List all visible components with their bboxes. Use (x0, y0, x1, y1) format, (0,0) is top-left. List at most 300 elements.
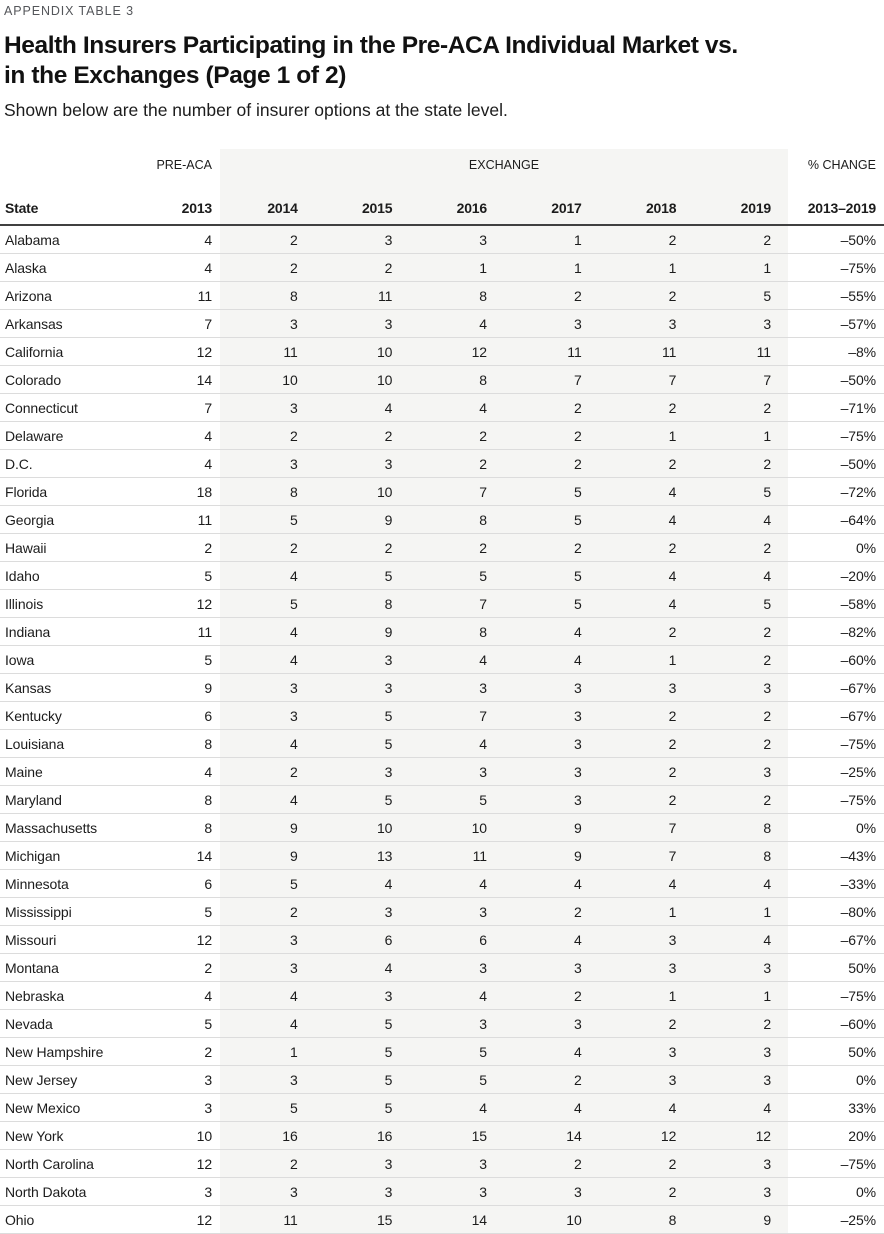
value-cell: 9 (693, 1206, 788, 1234)
value-cell: 1 (693, 982, 788, 1010)
value-cell: 3 (693, 1066, 788, 1094)
value-cell: 2 (599, 534, 694, 562)
value-cell: 8 (315, 590, 410, 618)
value-cell: 3 (693, 1150, 788, 1178)
value-cell: 12 (409, 338, 504, 366)
value-cell: 3 (409, 1178, 504, 1206)
value-cell: 3 (315, 225, 410, 254)
value-cell: 33% (788, 1094, 884, 1122)
value-cell: 9 (504, 842, 599, 870)
state-cell: Massachusetts (0, 814, 118, 842)
value-cell: 9 (315, 618, 410, 646)
value-cell: –58% (788, 590, 884, 618)
state-cell: Alabama (0, 225, 118, 254)
value-cell: –60% (788, 646, 884, 674)
value-cell: 3 (315, 898, 410, 926)
value-cell: 4 (409, 870, 504, 898)
value-cell: 2 (118, 534, 220, 562)
value-cell: 18 (118, 478, 220, 506)
value-cell: 11 (504, 338, 599, 366)
table-row (0, 786, 884, 814)
value-cell: 10 (220, 366, 315, 394)
value-cell: –75% (788, 982, 884, 1010)
value-cell: 2 (599, 1010, 694, 1038)
col-header-2017: 2017 (504, 181, 599, 225)
value-cell: 2 (693, 646, 788, 674)
value-cell: 5 (504, 478, 599, 506)
value-cell: 6 (118, 702, 220, 730)
value-cell: 1 (693, 254, 788, 282)
value-cell: 3 (693, 1178, 788, 1206)
state-cell: Connecticut (0, 394, 118, 422)
value-cell: 3 (504, 1010, 599, 1038)
value-cell: 3 (315, 1178, 410, 1206)
state-cell: Indiana (0, 618, 118, 646)
value-cell: 7 (599, 366, 694, 394)
value-cell: 5 (504, 506, 599, 534)
state-cell: Hawaii (0, 534, 118, 562)
value-cell: 0% (788, 1178, 884, 1206)
value-cell: 3 (118, 1178, 220, 1206)
value-cell: –8% (788, 338, 884, 366)
state-cell: Illinois (0, 590, 118, 618)
value-cell: 12 (693, 1122, 788, 1150)
value-cell: 8 (118, 786, 220, 814)
state-cell: North Dakota (0, 1178, 118, 1206)
value-cell: 3 (599, 1066, 694, 1094)
value-cell: 3 (504, 1178, 599, 1206)
value-cell: 4 (504, 1094, 599, 1122)
state-cell: Michigan (0, 842, 118, 870)
value-cell: 3 (504, 730, 599, 758)
value-cell: 8 (118, 814, 220, 842)
value-cell: 4 (220, 982, 315, 1010)
value-cell: 7 (409, 702, 504, 730)
value-cell: –25% (788, 1206, 884, 1234)
table-row (0, 450, 884, 478)
value-cell: 2 (220, 898, 315, 926)
value-cell: 2 (599, 758, 694, 786)
value-cell: –50% (788, 225, 884, 254)
value-cell: 3 (220, 1066, 315, 1094)
value-cell: 2 (599, 282, 694, 310)
table-row (0, 1150, 884, 1178)
value-cell: 2 (504, 450, 599, 478)
value-cell: 1 (409, 254, 504, 282)
state-cell: Delaware (0, 422, 118, 450)
value-cell: 4 (693, 1094, 788, 1122)
value-cell: 4 (599, 562, 694, 590)
value-cell: 4 (118, 225, 220, 254)
value-cell: 5 (409, 562, 504, 590)
value-cell: –20% (788, 562, 884, 590)
value-cell: 4 (409, 394, 504, 422)
value-cell: 2 (599, 618, 694, 646)
value-cell: 2 (693, 618, 788, 646)
value-cell: 3 (504, 702, 599, 730)
value-cell: 11 (118, 618, 220, 646)
value-cell: 4 (409, 730, 504, 758)
value-cell: 4 (409, 310, 504, 338)
value-cell: 11 (693, 338, 788, 366)
value-cell: 3 (315, 674, 410, 702)
value-cell: 10 (315, 366, 410, 394)
table-row (0, 758, 884, 786)
value-cell: 3 (220, 310, 315, 338)
value-cell: 3 (315, 1150, 410, 1178)
value-cell: 3 (599, 926, 694, 954)
value-cell: 2 (693, 1010, 788, 1038)
value-cell: –67% (788, 702, 884, 730)
value-cell: –75% (788, 730, 884, 758)
value-cell: –57% (788, 310, 884, 338)
table-row (0, 870, 884, 898)
col-header-2013-2019: 2013–2019 (788, 181, 884, 225)
value-cell: 4 (409, 982, 504, 1010)
value-cell: 4 (599, 1094, 694, 1122)
value-cell: 1 (599, 646, 694, 674)
value-cell: 3 (504, 758, 599, 786)
value-cell: 3 (409, 674, 504, 702)
value-cell: 1 (599, 254, 694, 282)
value-cell: 3 (693, 758, 788, 786)
value-cell: 4 (315, 870, 410, 898)
state-cell: New Jersey (0, 1066, 118, 1094)
state-cell: D.C. (0, 450, 118, 478)
table-row (0, 254, 884, 282)
value-cell: 9 (220, 842, 315, 870)
value-cell: 2 (409, 450, 504, 478)
table-row (0, 618, 884, 646)
value-cell: 10 (504, 1206, 599, 1234)
value-cell: 4 (315, 954, 410, 982)
table-row (0, 590, 884, 618)
table-row (0, 646, 884, 674)
value-cell: 3 (220, 702, 315, 730)
value-cell: 5 (118, 562, 220, 590)
value-cell: 3 (599, 674, 694, 702)
value-cell: 11 (315, 282, 410, 310)
value-cell: –67% (788, 674, 884, 702)
value-cell: 4 (693, 562, 788, 590)
value-cell: 9 (118, 674, 220, 702)
value-cell: 3 (504, 786, 599, 814)
table-row (0, 422, 884, 450)
value-cell: 12 (118, 1206, 220, 1234)
value-cell: 8 (220, 282, 315, 310)
value-cell: 2 (693, 730, 788, 758)
value-cell: 9 (504, 814, 599, 842)
state-cell: Ohio (0, 1206, 118, 1234)
value-cell: –33% (788, 870, 884, 898)
value-cell: 7 (504, 366, 599, 394)
value-cell: 12 (118, 338, 220, 366)
value-cell: 5 (118, 646, 220, 674)
table-row (0, 562, 884, 590)
value-cell: 2 (504, 898, 599, 926)
value-cell: 5 (315, 1010, 410, 1038)
value-cell: 9 (220, 814, 315, 842)
col-header-2019: 2019 (693, 181, 788, 225)
state-cell: Colorado (0, 366, 118, 394)
value-cell: 2 (504, 534, 599, 562)
value-cell: 5 (409, 1038, 504, 1066)
value-cell: 5 (220, 1094, 315, 1122)
value-cell: 3 (220, 1178, 315, 1206)
table-row (0, 1206, 884, 1234)
value-cell: 1 (693, 898, 788, 926)
value-cell: 5 (315, 1066, 410, 1094)
value-cell: 8 (599, 1206, 694, 1234)
group-header-exchange: EXCHANGE (220, 149, 788, 181)
value-cell: 8 (409, 366, 504, 394)
value-cell: 5 (504, 590, 599, 618)
value-cell: –75% (788, 786, 884, 814)
value-cell: –75% (788, 254, 884, 282)
value-cell: 2 (693, 786, 788, 814)
value-cell: 3 (599, 1038, 694, 1066)
value-cell: 4 (118, 422, 220, 450)
table-row (0, 310, 884, 338)
col-header-2014: 2014 (220, 181, 315, 225)
value-cell: –67% (788, 926, 884, 954)
page-title (0, 31, 884, 91)
value-cell: 8 (118, 730, 220, 758)
value-cell: 9 (315, 506, 410, 534)
table-row (0, 730, 884, 758)
value-cell: 4 (118, 758, 220, 786)
value-cell: 14 (409, 1206, 504, 1234)
col-header-state: State (0, 181, 118, 225)
state-cell: Iowa (0, 646, 118, 674)
value-cell: 3 (315, 758, 410, 786)
column-header-row (0, 181, 884, 225)
value-cell: 0% (788, 814, 884, 842)
value-cell: 4 (599, 590, 694, 618)
value-cell: 2 (220, 422, 315, 450)
value-cell: 14 (118, 366, 220, 394)
value-cell: 5 (504, 562, 599, 590)
value-cell: 3 (220, 954, 315, 982)
value-cell: 5 (220, 590, 315, 618)
value-cell: 12 (599, 1122, 694, 1150)
state-cell: Nevada (0, 1010, 118, 1038)
value-cell: 5 (315, 562, 410, 590)
value-cell: 7 (599, 814, 694, 842)
value-cell: 3 (315, 450, 410, 478)
value-cell: 4 (504, 646, 599, 674)
table-row (0, 1094, 884, 1122)
value-cell: 8 (693, 814, 788, 842)
value-cell: 50% (788, 954, 884, 982)
value-cell: 2 (118, 954, 220, 982)
value-cell: 5 (409, 1066, 504, 1094)
value-cell: 4 (118, 254, 220, 282)
value-cell: 12 (118, 1150, 220, 1178)
group-header-row (0, 149, 884, 181)
value-cell: 12 (118, 590, 220, 618)
value-cell: 4 (693, 506, 788, 534)
value-cell: –55% (788, 282, 884, 310)
value-cell: 14 (118, 842, 220, 870)
value-cell: 1 (599, 898, 694, 926)
value-cell: 5 (118, 898, 220, 926)
state-cell: Mississippi (0, 898, 118, 926)
table-row (0, 506, 884, 534)
value-cell: 4 (599, 478, 694, 506)
value-cell: 3 (504, 674, 599, 702)
value-cell: 2 (504, 1066, 599, 1094)
value-cell: 3 (693, 954, 788, 982)
value-cell: 3 (599, 310, 694, 338)
value-cell: 2 (504, 282, 599, 310)
value-cell: 5 (693, 590, 788, 618)
value-cell: –71% (788, 394, 884, 422)
value-cell: –43% (788, 842, 884, 870)
state-cell: Arizona (0, 282, 118, 310)
value-cell: 11 (220, 1206, 315, 1234)
value-cell: 8 (693, 842, 788, 870)
value-cell: 50% (788, 1038, 884, 1066)
value-cell: –50% (788, 450, 884, 478)
value-cell: 4 (220, 618, 315, 646)
value-cell: 4 (409, 1094, 504, 1122)
value-cell: 5 (220, 870, 315, 898)
value-cell: 12 (118, 926, 220, 954)
value-cell: –72% (788, 478, 884, 506)
state-cell: North Carolina (0, 1150, 118, 1178)
value-cell: 3 (409, 758, 504, 786)
value-cell: 2 (220, 225, 315, 254)
value-cell: 3 (409, 898, 504, 926)
page-subtitle: Shown below are the number of insurer options at the state level. (4, 100, 508, 120)
value-cell: 3 (118, 1094, 220, 1122)
value-cell: 8 (409, 618, 504, 646)
value-cell: 7 (599, 842, 694, 870)
value-cell: 7 (118, 310, 220, 338)
group-header-pre-aca: PRE-ACA (156, 158, 213, 172)
value-cell: 4 (118, 450, 220, 478)
value-cell: 2 (118, 1038, 220, 1066)
value-cell: –25% (788, 758, 884, 786)
state-cell: Missouri (0, 926, 118, 954)
value-cell: 2 (315, 422, 410, 450)
value-cell: 3 (693, 674, 788, 702)
value-cell: 6 (315, 926, 410, 954)
value-cell: 4 (504, 926, 599, 954)
value-cell: 2 (599, 1150, 694, 1178)
value-cell: –50% (788, 366, 884, 394)
value-cell: 3 (409, 1010, 504, 1038)
state-cell: Louisiana (0, 730, 118, 758)
table-row (0, 814, 884, 842)
value-cell: 8 (220, 478, 315, 506)
col-header-2018: 2018 (599, 181, 694, 225)
table-eyebrow: APPENDIX TABLE 3 (4, 4, 134, 18)
page-title-line1: Health Insurers Participating in the Pre-ACA Individual Market vs. (4, 32, 738, 59)
table-row (0, 225, 884, 254)
value-cell: 11 (599, 338, 694, 366)
value-cell: 11 (409, 842, 504, 870)
value-cell: –60% (788, 1010, 884, 1038)
value-cell: 7 (693, 366, 788, 394)
value-cell: 13 (315, 842, 410, 870)
value-cell: 1 (220, 1038, 315, 1066)
value-cell: 3 (409, 225, 504, 254)
table-row (0, 1066, 884, 1094)
value-cell: 4 (220, 730, 315, 758)
state-cell: Florida (0, 478, 118, 506)
value-cell: 3 (693, 310, 788, 338)
value-cell: 2 (693, 702, 788, 730)
state-cell: Kansas (0, 674, 118, 702)
table-row (0, 674, 884, 702)
value-cell: 3 (220, 394, 315, 422)
value-cell: 2 (693, 394, 788, 422)
value-cell: 3 (409, 1150, 504, 1178)
value-cell: 3 (220, 450, 315, 478)
state-cell: Alaska (0, 254, 118, 282)
table-row (0, 366, 884, 394)
value-cell: 2 (693, 450, 788, 478)
value-cell: 3 (504, 310, 599, 338)
value-cell: 10 (315, 338, 410, 366)
value-cell: 5 (315, 702, 410, 730)
table-body (0, 225, 884, 1234)
col-header-2015: 2015 (315, 181, 410, 225)
value-cell: 2 (220, 758, 315, 786)
value-cell: –82% (788, 618, 884, 646)
value-cell: 4 (409, 646, 504, 674)
value-cell: 5 (315, 1094, 410, 1122)
state-cell: Montana (0, 954, 118, 982)
value-cell: 14 (504, 1122, 599, 1150)
state-cell: Maryland (0, 786, 118, 814)
value-cell: 3 (693, 1038, 788, 1066)
group-header-pct-change: % CHANGE (807, 158, 876, 172)
value-cell: 2 (504, 422, 599, 450)
table-row (0, 1010, 884, 1038)
value-cell: 2 (599, 702, 694, 730)
value-cell: 2 (220, 534, 315, 562)
value-cell: 0% (788, 1066, 884, 1094)
table-row (0, 898, 884, 926)
value-cell: 11 (220, 338, 315, 366)
value-cell: 4 (220, 646, 315, 674)
col-header-2016: 2016 (409, 181, 504, 225)
value-cell: 20% (788, 1122, 884, 1150)
value-cell: 15 (409, 1122, 504, 1150)
value-cell: 10 (315, 814, 410, 842)
value-cell: 4 (315, 394, 410, 422)
value-cell: 4 (220, 562, 315, 590)
value-cell: 1 (599, 422, 694, 450)
value-cell: 4 (220, 786, 315, 814)
value-cell: 4 (599, 506, 694, 534)
value-cell: 6 (118, 870, 220, 898)
table-row (0, 1122, 884, 1150)
value-cell: 8 (409, 506, 504, 534)
value-cell: 4 (118, 982, 220, 1010)
value-cell: 2 (220, 1150, 315, 1178)
state-cell: New York (0, 1122, 118, 1150)
value-cell: 5 (409, 786, 504, 814)
value-cell: 7 (409, 590, 504, 618)
value-cell: 5 (693, 478, 788, 506)
value-cell: 1 (504, 225, 599, 254)
value-cell: 2 (504, 394, 599, 422)
table-row (0, 926, 884, 954)
